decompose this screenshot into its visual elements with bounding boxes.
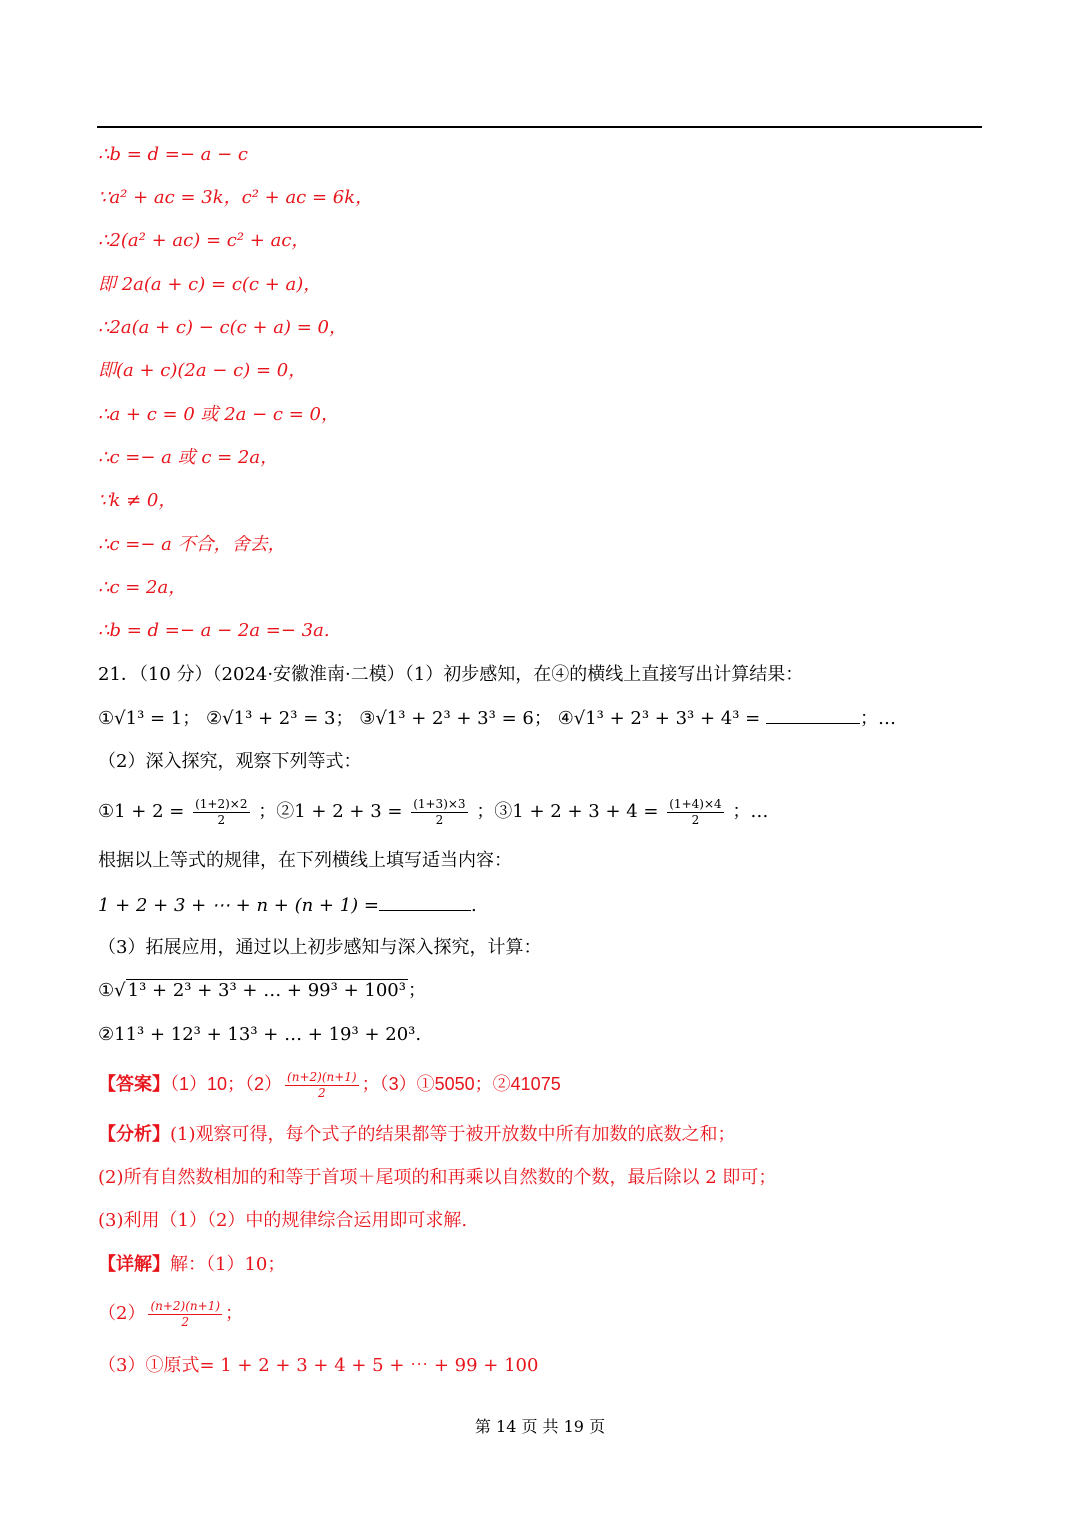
circled-1: ① (98, 980, 115, 1001)
circled-4: ④ (557, 708, 574, 729)
eq3-fraction (667, 797, 723, 828)
part2-rule: 根据以上等式的规律，在下列横线上填写适当内容： (98, 850, 512, 871)
detail-fraction (148, 1299, 222, 1330)
part2-items (98, 796, 768, 828)
eq1-left: ①1 + 2 = (98, 801, 185, 822)
solution-line: ∵k ≠ 0， (98, 490, 177, 511)
answer-numerator: (n+2)(n+1) (287, 1069, 357, 1084)
circled-3: ③ (359, 708, 376, 729)
solution-line: ∴a + c = 0 或 2a − c = 0， (98, 404, 339, 425)
sum-expression: 1 + 2 + 3 + ⋯ + n + (n + 1) = (98, 895, 379, 916)
answer-part2: ；（3）①5050；②41075 (361, 1074, 561, 1094)
solution-line: ∴b = d =− a − 2a =− 3a. (98, 620, 330, 641)
analysis-label: 【分析】 (98, 1124, 170, 1145)
eq1-denominator: 2 (217, 812, 226, 827)
eq2-denominator: 2 (435, 812, 444, 827)
solution-line: ∴c =− a 或 c = 2a， (98, 447, 279, 468)
answer-label: 【答案】 (98, 1074, 170, 1095)
answer-denominator: 2 (318, 1085, 326, 1100)
detail-numerator: (n+2)(n+1) (150, 1298, 221, 1313)
period: . (471, 895, 477, 916)
eq-tail: ；… (732, 801, 769, 822)
detail-text-1: 解：（1）10； (170, 1254, 286, 1275)
detail-prefix: （2） (98, 1303, 146, 1324)
radicand: 1³ + 2³ + 3³ + … + 99³ + 100³ (127, 980, 406, 1001)
circled-1: ① (98, 708, 115, 729)
detail-line-3: （3）①原式= 1 + 2 + 3 + 4 + 5 + ⋯ + 99 + 100 (98, 1355, 539, 1376)
eq3-numerator: (1+4)×4 (669, 796, 722, 811)
analysis-text-1: (1)观察可得，每个式子的结果都等于被开放数中所有加数的底数之和； (170, 1124, 736, 1145)
answer-blank[interactable] (379, 892, 471, 911)
question-header: 21．（10 分）（2024·安徽淮南·二模）（1）初步感知，在④的横线上直接写出计算结果： (98, 664, 804, 685)
detail-line-2 (98, 1298, 243, 1330)
page-footer: 第 14 页 共 19 页 (474, 1417, 606, 1436)
solution-line: ∴b = d =− a − c (98, 144, 248, 165)
semicolon: ； (407, 980, 426, 1001)
expr-1: √1³ = 1； (114, 708, 201, 729)
solution-line: ∵a² + ac = 3k，c² + ac = 6k， (98, 187, 374, 208)
part2-header: （2）深入探究，观察下列等式： (98, 751, 362, 772)
eq2-numerator: (1+3)×3 (413, 796, 466, 811)
detail-label: 【详解】 (98, 1254, 170, 1275)
eq3-denominator: 2 (691, 812, 700, 827)
circled-2: ② (206, 708, 223, 729)
part3-item1: ①√ 1³ + 2³ + 3³ + … + 99³ + 100³ ； (98, 980, 426, 1001)
eq1-fraction (193, 797, 249, 828)
detail-line-1 (98, 1252, 285, 1278)
answer-part1: （1）10；（2） (170, 1074, 283, 1094)
expr-2: √1³ + 2³ = 3； (222, 708, 354, 729)
answer-blank[interactable] (766, 705, 860, 724)
part3-item2: ②11³ + 12³ + 13³ + … + 19³ + 20³. (98, 1024, 422, 1045)
part3-header: （3）拓展应用，通过以上初步感知与深入探究，计算： (98, 937, 542, 958)
eq3-left: ；③1 + 2 + 3 + 4 = (476, 801, 659, 822)
answer-fraction (285, 1070, 359, 1101)
solution-line: ∴2a(a + c) − c(c + a) = 0， (98, 317, 347, 338)
solution-line: 即(a + c)(2a − c) = 0， (98, 360, 307, 381)
solution-line: ∴2(a² + ac) = c² + ac， (98, 230, 310, 251)
part2-expression (98, 892, 477, 919)
analysis-line-1 (98, 1122, 736, 1148)
ellipsis: ；… (859, 708, 896, 729)
header-rule (97, 126, 982, 128)
solution-line: 即 2a(a + c) = c(c + a)， (98, 274, 322, 295)
eq2-fraction (411, 797, 467, 828)
analysis-line-3: (3)利用（1）（2）中的规律综合运用即可求解. (98, 1210, 468, 1231)
expr-3: √1³ + 2³ + 3³ = 6； (375, 708, 552, 729)
answer-line (98, 1068, 561, 1101)
eq1-numerator: (1+2)×2 (195, 796, 248, 811)
analysis-line-2: (2)所有自然数相加的和等于首项＋尾项的和再乘以自然数的个数，最后除以 2 即可； (98, 1167, 777, 1188)
expr-4: √1³ + 2³ + 3³ + 4³ = (573, 708, 761, 729)
part1-items (98, 705, 896, 732)
detail-suffix: ； (225, 1303, 244, 1324)
eq2-left: ；②1 + 2 + 3 = (258, 801, 403, 822)
detail-denominator: 2 (181, 1314, 190, 1329)
solution-line: ∴c =− a 不合，舍去， (98, 534, 286, 555)
solution-line: ∴c = 2a， (98, 577, 187, 598)
